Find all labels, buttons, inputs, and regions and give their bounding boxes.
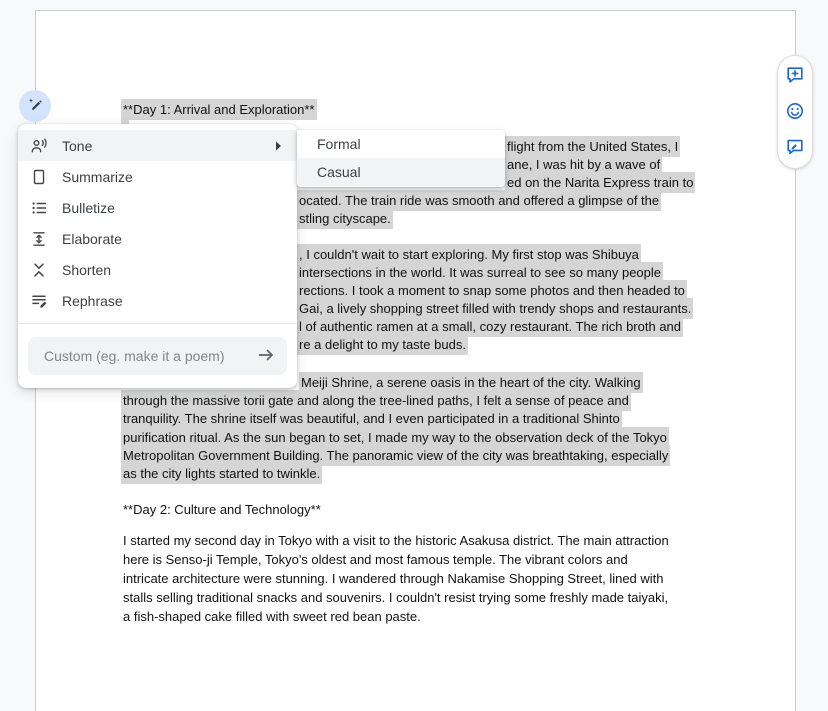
- add-comment-icon: [785, 65, 805, 88]
- arrow-right-icon: [256, 345, 276, 368]
- doc-line: as the city lights started to twinkle.: [121, 463, 322, 484]
- help-me-write-button[interactable]: [19, 90, 51, 122]
- doc-line: through the massive torii gate and along the tree-lined paths, I felt a sense of peace and: [121, 390, 631, 411]
- doc-line: , I couldn't wait to start exploring. My first stop was Shibuya: [297, 244, 641, 265]
- elaborate-icon: [30, 230, 48, 248]
- doc-line: l of authentic ramen at a small, cozy restaurant. The rich broth and: [297, 316, 683, 337]
- emoji-icon: [785, 101, 805, 124]
- submenu-item-label: Casual: [317, 164, 361, 180]
- doc-line: Metropolitan Government Building. The panoramic view of the city was breathtaking, especially: [121, 445, 670, 466]
- custom-prompt-input[interactable]: [42, 347, 255, 365]
- pencil-sparkle-icon: [26, 96, 44, 117]
- doc-line: intricate architecture were stunning. I wandered through Nakamise Shopping Street, lined with: [123, 571, 664, 586]
- menu-item-tone[interactable]: [18, 130, 297, 161]
- doc-line: here is Senso-ji Temple, Tokyo's oldest and most famous temple. The vibrant colors and: [123, 552, 628, 567]
- summarize-icon: [30, 168, 48, 186]
- add-comment-button[interactable]: [784, 65, 806, 87]
- assist-menu: [18, 124, 297, 388]
- doc-line: stalls selling traditional snacks and souvenirs. I couldn't resist trying some freshly made taiyaki,: [123, 590, 669, 605]
- menu-item-label: Elaborate: [62, 230, 122, 247]
- suggest-edit-icon: [785, 137, 805, 160]
- tone-submenu: [297, 130, 505, 187]
- side-action-bar: [777, 55, 813, 169]
- doc-line: **Day 2: Culture and Technology**: [123, 502, 321, 517]
- doc-line: stling cityscape.: [297, 208, 393, 229]
- menu-item-bulletize[interactable]: [18, 192, 297, 223]
- menu-item-elaborate[interactable]: [18, 223, 297, 254]
- doc-line: I started my second day in Tokyo with a visit to the historic Asakusa district. The main attraction: [123, 533, 669, 548]
- doc-line: Gai, a lively shopping street filled with trendy shops and restaurants.: [297, 298, 693, 319]
- rephrase-icon: [30, 292, 48, 310]
- bulletize-icon: [30, 199, 48, 217]
- doc-line: purification ritual. As the sun began to set, I made my way to the observation deck of the Tokyo: [121, 427, 669, 448]
- doc-line: ocated. The train ride was smooth and offered a glimpse of the: [297, 190, 661, 211]
- chevron-right-icon: [275, 141, 283, 151]
- menu-item-label: Rephrase: [62, 292, 123, 309]
- suggest-edit-button[interactable]: [784, 137, 806, 159]
- shorten-icon: [30, 261, 48, 279]
- doc-line: re a delight to my taste buds.: [297, 334, 468, 355]
- menu-item-rephrase[interactable]: [18, 285, 297, 316]
- submenu-item-label: Formal: [317, 136, 361, 152]
- menu-item-summarize[interactable]: [18, 161, 297, 192]
- doc-line: a fish-shaped cake filled with sweet red bean paste.: [123, 609, 421, 624]
- doc-line: ed on the Narita Express train to: [505, 172, 695, 193]
- doc-line: ane, I was hit by a wave of: [505, 154, 662, 175]
- menu-item-shorten[interactable]: [18, 254, 297, 285]
- menu-divider: [18, 323, 297, 324]
- doc-line: flight from the United States, I: [505, 136, 680, 157]
- doc-line: Meiji Shrine, a serene oasis in the heart of the city. Walking: [299, 372, 643, 393]
- doc-line: intersections in the world. It was surreal to see so many people: [297, 262, 663, 283]
- submenu-item-casual[interactable]: [297, 158, 505, 186]
- submit-prompt-button[interactable]: [255, 345, 277, 367]
- submenu-item-formal[interactable]: [297, 130, 505, 158]
- menu-item-label: Tone: [62, 137, 93, 154]
- custom-prompt-field[interactable]: [28, 337, 287, 375]
- doc-line: **Day 1: Arrival and Exploration**: [121, 99, 317, 120]
- doc-line: rections. I took a moment to snap some photos and then headed to: [297, 280, 687, 301]
- menu-item-label: Summarize: [62, 168, 133, 185]
- tone-icon: [30, 137, 48, 155]
- menu-item-label: Bulletize: [62, 199, 115, 216]
- doc-line: tranquility. The shrine itself was beautiful, and I even participated in a traditional Shinto: [121, 408, 622, 429]
- emoji-react-button[interactable]: [784, 101, 806, 123]
- menu-item-label: Shorten: [62, 261, 112, 278]
